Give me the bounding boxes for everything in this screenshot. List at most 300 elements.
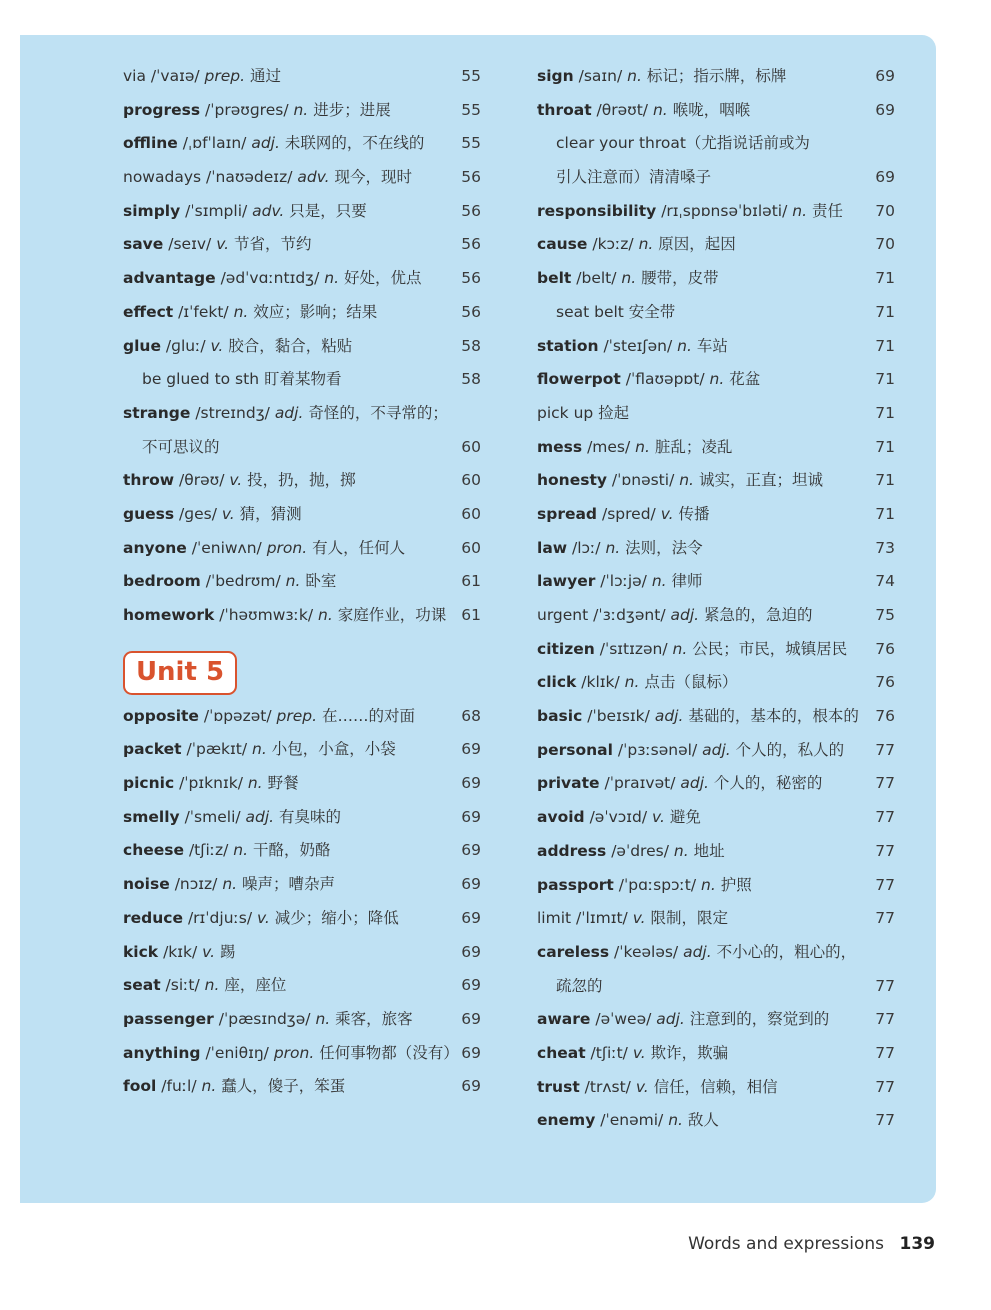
phonetic: /ɡes/ [179,504,217,523]
phonetic: /ˈsɪmpli/ [185,201,248,220]
chinese-meaning: 好处，优点 [344,269,422,288]
part-of-speech: n. [324,269,340,288]
vocab-entry [123,1037,485,1071]
vocab-entry [123,464,485,498]
phonetic: /trʌst/ [584,1077,631,1096]
part-of-speech: v. [216,235,230,254]
vocab-entry [123,801,485,835]
vocab-entry [537,936,899,970]
part-of-speech: prep. [204,67,246,85]
page-reference: 69 [461,774,481,793]
part-of-speech: v. [652,808,665,827]
vocab-entry [537,666,899,700]
headword: throat [537,100,592,119]
phonetic: /rɪˌspɒnsəˈbɪləti/ [661,201,788,220]
phonetic: /ɪˈfekt/ [178,302,229,321]
phonetic: /kɪk/ [163,942,198,961]
part-of-speech: v. [635,1077,649,1096]
part-of-speech: v. [202,942,215,961]
phonetic: /əˈdres/ [611,841,669,860]
page-reference: 77 [875,1043,895,1062]
headword: effect [123,302,174,321]
vocab-entry [537,262,899,296]
headword: honesty [537,471,607,490]
headword: advantage [123,269,216,288]
phonetic: /ˈɒpəzət/ [203,706,272,725]
phonetic: /tʃiːt/ [590,1043,628,1062]
page-reference: 77 [875,976,895,995]
part-of-speech: v. [632,1043,646,1062]
part-of-speech: n. [635,437,650,456]
phonetic: /ˈflaʊəpɒt/ [625,370,705,389]
headword: mess [537,437,583,456]
part-of-speech: v. [256,908,270,927]
chinese-meaning: 法则，法令 [625,538,703,557]
phonetic: /ˈvaɪə/ [150,67,200,85]
headword: anything [123,1043,201,1062]
headword: aware [537,1010,591,1029]
page-reference: 74 [875,572,895,591]
page-reference: 69 [461,1043,481,1062]
page-reference: 69 [461,875,481,894]
headword: via [123,67,146,85]
chinese-meaning: 地址 [693,841,725,860]
page-reference: 71 [875,302,895,321]
chinese-meaning: 基础的，基本的，根本的 [688,707,859,726]
phonetic: /ˈnaʊədeɪz/ [206,168,293,187]
headword: sign [537,67,574,85]
part-of-speech: n. [252,740,267,759]
phonetic: /əˈvɔɪd/ [589,808,648,827]
headword: noise [123,875,170,894]
headword: anyone [123,538,187,557]
page-reference: 58 [461,370,481,389]
chinese-meaning: 有人，任何人 [312,538,406,557]
vocab-entry [537,228,899,262]
headword: enemy [537,1111,596,1130]
headword: click [537,673,577,692]
part-of-speech: adj. [702,740,731,759]
phonetic: /ˈɜːdʒənt/ [593,606,666,624]
page-reference: 71 [875,403,895,422]
headword: packet [123,740,182,759]
vocab-entry [537,1071,899,1105]
headword: nowadays [123,168,202,187]
part-of-speech: adj. [245,807,275,826]
page-reference: 69 [875,100,895,119]
phonetic: /ˈsɪtɪzən/ [599,639,668,658]
chinese-meaning: 野餐 [267,774,299,793]
vocab-entry [123,262,485,296]
vocab-entry [537,869,899,903]
part-of-speech: n. [652,100,668,119]
vocab-entry [123,902,485,936]
chinese-meaning: 有臭味的 [279,807,342,826]
vocab-entry [123,532,485,566]
chinese-meaning: 座，座位 [224,976,287,995]
word-list-unit4 [123,60,485,633]
page-reference: 55 [461,67,481,85]
phrase-text: 引人注意而）清清嗓子 [556,168,712,187]
chinese-meaning: 诚实，正直；坦诚 [698,471,823,490]
headword: offline [123,134,178,153]
chinese-meaning: 个人的，秘密的 [713,774,823,793]
vocab-entry [537,127,899,161]
phonetic: /rɪˈdjuːs/ [187,908,253,927]
phonetic: /belt/ [576,269,617,288]
page-reference: 71 [875,269,895,288]
phonetic: /ˈɒnəsti/ [611,471,675,490]
vocab-entry [537,599,899,633]
page-reference: 55 [461,100,481,119]
page-reference: 71 [875,370,895,389]
page-reference: 60 [461,538,481,557]
part-of-speech: n. [624,673,640,692]
headword: lawyer [537,572,596,591]
phonetic: /lɔː/ [572,538,601,557]
page-reference: 56 [461,269,481,288]
phonetic: /ˈkeələs/ [614,942,679,961]
chinese-meaning: 车站 [696,336,728,355]
phonetic: /siːt/ [165,976,200,995]
vocab-entry [123,228,485,262]
vocab-entry [123,868,485,902]
part-of-speech: adj. [654,707,684,726]
vocab-entry [537,94,899,128]
headword: strange [123,403,191,422]
part-of-speech: adj. [680,774,709,793]
part-of-speech: n. [701,875,716,894]
phonetic: /ˈpɜːsənəl/ [617,740,698,759]
page-reference: 61 [461,606,481,624]
headword: private [537,774,600,793]
phonetic: /ˈpæsɪndʒə/ [218,1009,311,1028]
page-reference: 56 [461,235,481,254]
page-reference: 71 [875,504,895,523]
footer-page-number: 139 [899,1234,935,1254]
part-of-speech: n. [222,875,238,894]
headword: picnic [123,774,175,793]
chinese-meaning: 公民；市民，城镇居民 [692,639,848,658]
vocab-entry [123,498,485,532]
chinese-meaning: 小包，小盒，小袋 [271,740,396,759]
headword: cheat [537,1043,586,1062]
headword: save [123,235,164,254]
page-reference: 75 [875,606,895,624]
vocab-entry [123,700,485,734]
headword: station [537,336,599,355]
phonetic: /ədˈvɑːntɪdʒ/ [220,269,320,288]
headword: fool [123,1077,157,1096]
chinese-meaning: 乘客，旅客 [335,1009,413,1028]
chinese-meaning: 胶合，黏合，粘贴 [228,336,353,355]
vocab-entry [123,296,485,330]
part-of-speech: n. [651,572,667,591]
headword: spread [537,504,598,523]
part-of-speech: pron. [266,538,308,557]
chinese-meaning: 律师 [671,572,703,591]
vocab-entry [537,835,899,869]
headword: glue [123,336,161,355]
phonetic: /θrəʊ/ [179,471,225,490]
phrase-text: seat belt 安全带 [556,302,676,321]
phonetic: /ˈpɪknɪk/ [179,774,243,793]
vocab-entry [537,363,899,397]
phonetic: /kɔːz/ [592,235,634,254]
chinese-meaning: 脏乱；凌乱 [654,437,733,456]
part-of-speech: n. [315,1009,331,1028]
vocab-entry [123,599,485,633]
headword: progress [123,100,201,119]
phrase-text: pick up 捡起 [537,403,630,422]
phonetic: /ˈprəʊɡres/ [205,100,289,119]
page-reference: 77 [875,841,895,860]
headword: belt [537,269,572,288]
part-of-speech: v. [632,909,646,928]
headword: seat [123,976,161,995]
vocab-entry [537,1104,899,1138]
vocab-entry [537,60,899,94]
headword: flowerpot [537,370,621,389]
vocab-entry [123,834,485,868]
chinese-meaning: 家庭作业，功课 [337,606,447,624]
phonetic: /fuːl/ [161,1077,197,1096]
chinese-meaning: 踢 [219,942,236,961]
part-of-speech: n. [621,269,637,288]
phonetic: /ˈsmeli/ [184,807,241,826]
phonetic: /ˈlɪmɪt/ [576,909,628,928]
chinese-meaning: 效应；影响；结果 [253,302,378,321]
vocab-entry [123,127,485,161]
vocab-entry [123,431,485,465]
chinese-meaning: 紧急的，急迫的 [704,606,813,624]
vocab-entry [123,733,485,767]
page-reference: 76 [875,707,895,726]
part-of-speech: n. [233,302,249,321]
vocab-entry [537,532,899,566]
headword: law [537,538,568,557]
part-of-speech: n. [679,471,694,490]
part-of-speech: v. [210,336,224,355]
page-reference: 73 [875,538,895,557]
vocab-entry [123,195,485,229]
chinese-meaning: 节省，节约 [233,235,312,254]
vocab-entry [537,397,899,431]
part-of-speech: n. [677,336,692,355]
page-reference: 77 [875,909,895,928]
page-reference: 69 [461,942,481,961]
vocab-entry [123,1003,485,1037]
headword: cheese [123,841,184,860]
headword: bedroom [123,572,201,591]
chinese-meaning: 护照 [720,875,752,894]
word-list-right [537,60,899,1138]
headword: passenger [123,1009,214,1028]
phonetic: /ˈbedrʊm/ [205,572,281,591]
chinese-meaning: 不小心的，粗心的， [716,942,857,961]
left-column [123,60,485,1104]
chinese-meaning: 在……的对面 [321,706,415,725]
vocab-entry [537,633,899,667]
page-reference: 56 [461,302,481,321]
chinese-meaning: 任何事物都（没有） [319,1043,459,1062]
page-reference: 70 [875,235,895,254]
page-reference: 69 [875,67,895,85]
page-reference: 77 [875,740,895,759]
chinese-meaning: 避免 [669,808,701,827]
page-reference: 69 [461,841,481,860]
headword: simply [123,201,181,220]
vocab-entry [123,161,485,195]
chinese-meaning: 奇怪的，不寻常的； [308,403,448,422]
headword: cause [537,235,588,254]
page-reference: 77 [875,1010,895,1029]
page-reference: 69 [461,976,481,995]
headword: careless [537,942,610,961]
vocab-entry [537,565,899,599]
part-of-speech: n. [233,841,249,860]
page-reference: 69 [461,740,481,759]
vocab-entry [123,94,485,128]
vocab-entry [537,498,899,532]
part-of-speech: n. [638,235,654,254]
headword: citizen [537,639,595,658]
page-reference: 71 [875,437,895,456]
vocab-entry [123,1070,485,1104]
phonetic: /ˈenəmi/ [600,1111,664,1130]
page-reference: 58 [461,336,481,355]
headword: homework [123,606,215,624]
page-reference: 77 [875,808,895,827]
phonetic: /ˈlɔːjə/ [600,572,647,591]
page-reference: 55 [461,134,481,153]
chinese-meaning: 欺诈，欺骗 [650,1043,729,1062]
headword: passport [537,875,614,894]
chinese-meaning: 减少；缩小；降低 [274,908,399,927]
phonetic: /ˈpækɪt/ [186,740,248,759]
chinese-meaning: 花盆 [729,370,761,389]
chinese-meaning: 干酪，奶酪 [252,841,331,860]
headword: kick [123,942,159,961]
chinese-meaning: 未联网的，不在线的 [284,134,425,153]
phonetic: /ˈeniwʌn/ [191,538,262,557]
chinese-meaning: 蠢人，傻子，笨蛋 [221,1077,346,1096]
headword: avoid [537,808,585,827]
phonetic: /ˈsteɪʃən/ [603,336,673,355]
vocab-entry [537,767,899,801]
page-reference: 77 [875,774,895,793]
page-reference: 60 [461,471,481,490]
page-reference: 76 [875,673,895,692]
part-of-speech: n. [673,841,689,860]
page-reference: 77 [875,875,895,894]
page-reference: 77 [875,1111,895,1130]
chinese-meaning: 责任 [811,201,843,220]
phonetic: /seɪv/ [168,235,212,254]
part-of-speech: adj. [656,1010,685,1029]
headword: throw [123,471,175,490]
headword: address [537,841,607,860]
part-of-speech: v. [221,504,235,523]
chinese-meaning: 原因，起因 [658,235,736,254]
part-of-speech: prep. [276,706,318,725]
vocab-entry [537,296,899,330]
vocab-entry [537,195,899,229]
vocab-entry [123,936,485,970]
vocab-entry [537,161,899,195]
page-reference: 69 [875,168,895,187]
page-reference: 76 [875,639,895,658]
chinese-meaning: 点击（鼠标） [644,673,738,692]
phonetic: /klɪk/ [581,673,620,692]
part-of-speech: v. [660,504,674,523]
phonetic: /ˈpraɪvət/ [604,774,676,793]
part-of-speech: n. [709,370,725,389]
chinese-meaning: 腰带，皮带 [641,269,719,288]
page-reference: 56 [461,168,481,187]
vocab-entry [537,700,899,734]
chinese-meaning: 现今，现时 [334,168,413,187]
vocab-entry [537,734,899,768]
vocab-entry [123,565,485,599]
part-of-speech: n. [627,67,642,85]
part-of-speech: n. [293,100,309,119]
part-of-speech: n. [792,201,808,220]
page-reference: 70 [875,201,895,220]
chinese-meaning: 猜，猜测 [239,504,302,523]
vocab-entry [537,464,899,498]
chinese-meaning: 进步；进展 [313,100,391,119]
vocab-entry [537,902,899,936]
vocab-entry [537,431,899,465]
headword: personal [537,740,613,759]
chinese-meaning: 通过 [250,67,282,85]
page-reference: 71 [875,336,895,355]
headword: limit [537,909,572,928]
phonetic: /əˈweə/ [595,1010,652,1029]
chinese-meaning: 噪声；嘈杂声 [242,875,336,894]
part-of-speech: adv. [297,168,330,187]
unit-heading-row [123,633,485,700]
phonetic: /spred/ [601,504,656,523]
phonetic: /nɔɪz/ [174,875,218,894]
phonetic: /mes/ [587,437,631,456]
headword: responsibility [537,201,657,220]
page-reference: 69 [461,1009,481,1028]
headword: trust [537,1077,580,1096]
vocab-entry [123,60,485,94]
chinese-meaning: 敌人 [687,1111,719,1130]
part-of-speech: adj. [683,942,712,961]
phonetic: /ɡluː/ [165,336,206,355]
page-reference: 69 [461,908,481,927]
part-of-speech: v. [229,471,243,490]
phonetic: /tʃiːz/ [188,841,229,860]
chinese-meaning: 卧室 [305,572,337,591]
page-reference: 60 [461,437,481,456]
phonetic: /ˈpɑːspɔːt/ [618,875,697,894]
chinese-meaning: 注意到的，察觉到的 [689,1010,830,1029]
part-of-speech: adv. [252,201,285,220]
vocab-entry [537,970,899,1004]
part-of-speech: n. [668,1111,683,1130]
phrase-text: 疏忽的 [556,976,603,995]
headword: smelly [123,807,180,826]
page-reference: 69 [461,807,481,826]
vocab-entry [537,1037,899,1071]
headword: urgent [537,606,589,624]
phonetic: /ˌɒfˈlaɪn/ [182,134,247,153]
